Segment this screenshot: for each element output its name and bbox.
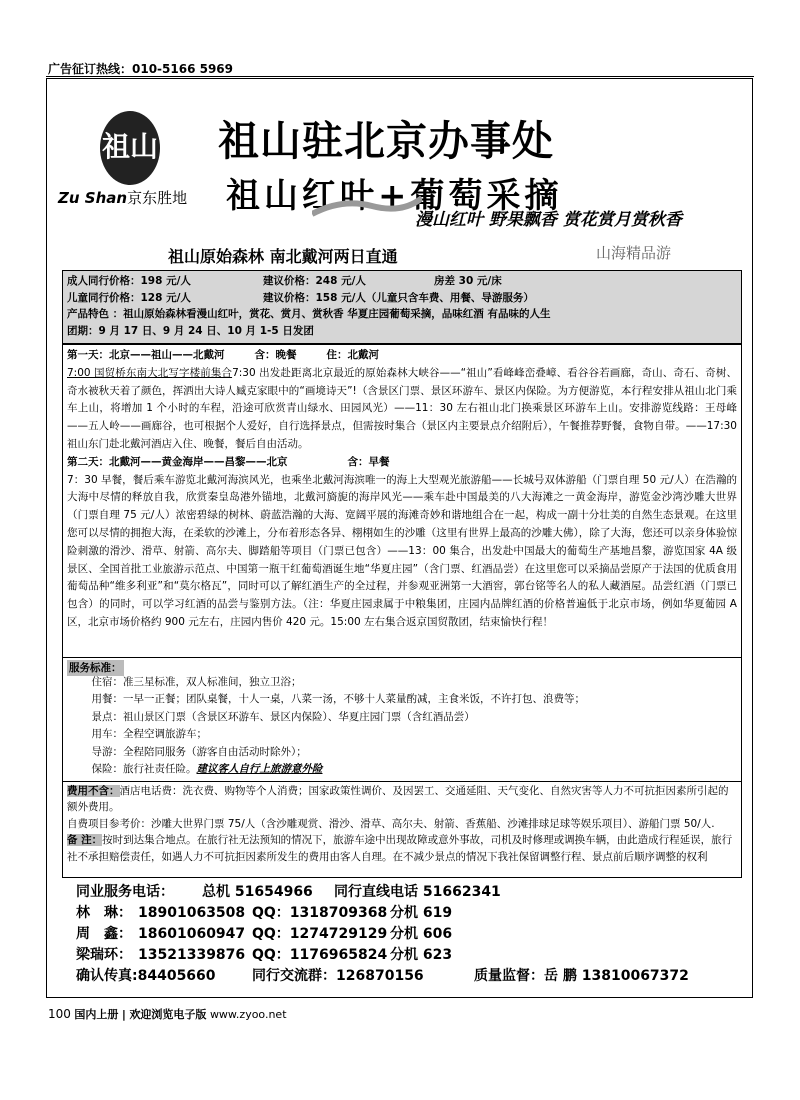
service-item: 用车：全程空调旅游车； [91,728,207,741]
services-title: 服务标准： [69,662,122,674]
adult-suggest-price: 建议价格：248 元/人 [263,275,366,287]
fees-excluded-label: 费用不含： [67,785,120,797]
day1-route: 第一天：北京——祖山——北戴河 [67,349,225,361]
contact-person-row: 梁瑞环： 13521339876 QQ：1176965824 分机 623 [76,947,453,963]
page-title: 祖山驻北京办事处 [218,117,554,165]
fax: 确认传真:84405660 [76,968,216,984]
pricing-box [62,270,742,344]
day1-header [67,347,737,365]
itinerary [67,347,737,632]
child-peer-price: 儿童同行价格：128 元/人 [67,291,191,304]
brand-cn: 京东胜地 [127,189,188,207]
departure-dates: 团期：9 月 17 日、9 月 24 日、10 月 1-5 日发团 [67,324,314,337]
fees-section [67,783,737,865]
day1-meal: 含：晚餐 [254,349,297,361]
day2-text: 7：30 早餐，餐后乘车游览北戴河海滨风光，也乘坐北戴河海滨唯一的海上大型观光旅游船——长城号双体游船（门票自理 50 元/人）在浩瀚的大海中尽情的释放自我，欣赏秦皇岛港外锚地，北戴河旖旎的海岸风光——乘车赴中国最美的八大海滩之一黄金海岸，游览金沙湾沙雕大世界（门票自理 75 元/人）浓密碧绿的树林、蔚蓝浩瀚的大海、宽阔平展的海滩奇妙和谐地组合在一起，构成一副十分壮美的自然生态景观。在这里您可以尽情的拥抱大海，在柔软的沙滩上，分布着形态各异、栩栩如生的沙雕（这里有世界上最高的沙雕大佛），除了大海，您还可以亲身体验惊险刺激的滑沙、滑草、射箭、高尔夫、脚踏船等项目（门票已包含）——13：00 集合，出发赴中国最大的葡萄生产基地昌黎，游览国家 4A 级景区、全国首批工业旅游示范点、中国第一瓶干红葡萄酒诞生地“华夏庄园”（含门票、红酒品尝）在这里您可以采摘品尝原产于法国的优质食用葡萄品种“维多利亚”和“莫尔格瓦”，同时可以了解红酒生产的全过程，并参观亚洲第一大酒窖，郭台铭等名人的私人藏酒屋。品尝红酒（门票已包含）的同时，可以学习红酒的品尝与鉴别方法。（注：华夏庄园隶属于中粮集团，庄园内品牌红酒的价格普遍低于北京市场，例如华夏葡园 A 区，北京市场价格约 900 元左右，庄园内售价 420 元。15:00 左右集合返京国贸散团，结束愉快行程！ [67,473,737,628]
day1-text: 7:30 出发赴距离北京最近的原始森林大峡谷——“祖山”看峰峰峦叠嶂、看谷谷若画廊，奇山、奇石、奇树、奇水被秋天着了颜色，挥洒出大诗人臧克家眼中的“画境诗天”!（含景区门票、景区环游车、景区内保险。为方便游览，本行程安排从祖山北门乘车上山，将增加 1 个小时的车程，沿途可欣赏青山绿水、田园风光）——11：30 左右祖山北门换乘景区环游车上山。安排游览线路：王母峰——五人岭——画廊谷，也可根据个人爱好，自行选择景点，但需按时集合（景区内主要景点介绍附后），午餐推荐野餐，食物自带。——17:30 祖山东门赴北戴河酒店入住、晚餐，餐后自由活动。 [67,366,738,450]
day1-meeting-point: 7:00 国贸桥东南大北写字楼前集合 [67,366,233,379]
service-item: 导游：全程陪同服务（游客自由活动时除外）； [91,745,307,758]
notes-label: 备 注： [67,834,103,847]
services-list [87,674,585,778]
brush-stroke-icon [312,192,422,222]
slogan: 漫山红叶 野果飘香 赏花赏月赏秋香 [415,210,682,230]
service-item: 住宿：准三星标准，双人标准间，独立卫浴； [91,676,302,688]
contact-misc-row [76,966,689,987]
page-number: 100 [48,1007,71,1021]
product-features: 产品特色 ：祖山原始森林看漫山红叶，赏花、赏月、赏秋香 华夏庄园葡萄采摘，品味红酒 有品味的人生 [67,308,551,320]
footer-url[interactable]: www.zyoo.net [209,1008,287,1021]
service-item: 景点：祖山景区门票（含景区环游车、景区内保险）、华夏庄园门票（含红酒品尝） [91,710,475,723]
main-line: 总机 51654966 [202,884,313,900]
child-suggest-price: 建议价格：158 元/人（儿童只含车费、用餐、导游服务） [263,291,534,304]
page-subtitle: 祖山红叶+葡萄采摘 [226,176,563,216]
fees-excluded: 费用不含：酒店电话费：洗衣费、购物等个人消费；国家政策性调价、及因罢工、交通延阻、天气变化、自然灾害等人力不可抗拒因素所引起的额外费用。 [67,785,729,814]
zushan-logo-icon [96,108,166,188]
hotline-divider [46,76,754,77]
day2-route: 第二天：北戴河——黄金海岸——昌黎——北京 [67,455,288,468]
room-difference: 房差 30 元/床 [434,275,502,287]
direct-line: 同行直线电话 51662341 [334,884,501,900]
service-item: 保险：旅行社责任险。建议客人自行上旅游意外险 [91,763,323,776]
day1-body [67,365,737,454]
logo-char: 祖山 [101,130,159,163]
contact-person-row: 林 琳： 18901063508 QQ：1318709368 分机 619 [76,905,453,921]
footer-welcome: 欢迎浏览电子版 [129,1008,207,1021]
fees-divider [63,781,741,782]
peer-group: 同行交流群：126870156 [252,968,424,984]
fees-optional: 自费项目参考价：沙雕大世界门票 75/人（含沙雕观赏、滑沙、滑草、高尔夫、射箭、香蕉船、沙滩排球足球等娱乐项目）、游船门票 50/人. [67,817,715,830]
ad-hotline: 广告征订热线：010-5166 5969 [48,62,234,76]
brand-tag: 山海精品游 [596,244,672,262]
route-title: 祖山原始森林 南北戴河两日直通 [168,247,398,266]
contact-person-row: 周 鑫： 18601060947 QQ：1274729129 分机 606 [76,926,453,942]
itinerary-box [62,344,742,878]
contacts [76,882,689,987]
footer-section: 国内上册 [74,1008,119,1021]
contact-service-row [76,882,501,903]
day2-header [67,454,737,472]
service-item: 用餐：一早一正餐；团队桌餐，十人一桌，八菜一汤，不够十人菜量酌减，主食米饭，不许打包、浪费等； [91,693,585,706]
service-phone-label: 同业服务电话： [76,884,174,900]
footer-separator: | [121,1008,126,1021]
brand-name [58,187,187,208]
day1-stay: 住：北戴河 [326,349,379,361]
quality-supervisor: 质量监督：岳 鹏 13810067372 [474,968,689,984]
services-divider [63,657,741,658]
day2-meal: 含：早餐 [347,455,390,468]
brand-latin: Zu Shan [58,189,128,207]
fees-notes: 备 注：按时到达集合地点。在旅行社无法预知的情况下，旅游车途中出现故障或意外事故，司机及时修理或调换车辆，由此造成行程延误，旅行社不承担赔偿责任，如遇人力不可抗拒因素所发生的费用由客人自理。在不减少景点的情况下我社保留调整行程、景点前后顺序调整的权利 [67,834,733,863]
adult-peer-price: 成人同行价格：198 元/人 [67,275,191,287]
page-footer [48,1006,287,1022]
insurance-note: 建议客人自行上旅游意外险 [196,763,323,776]
